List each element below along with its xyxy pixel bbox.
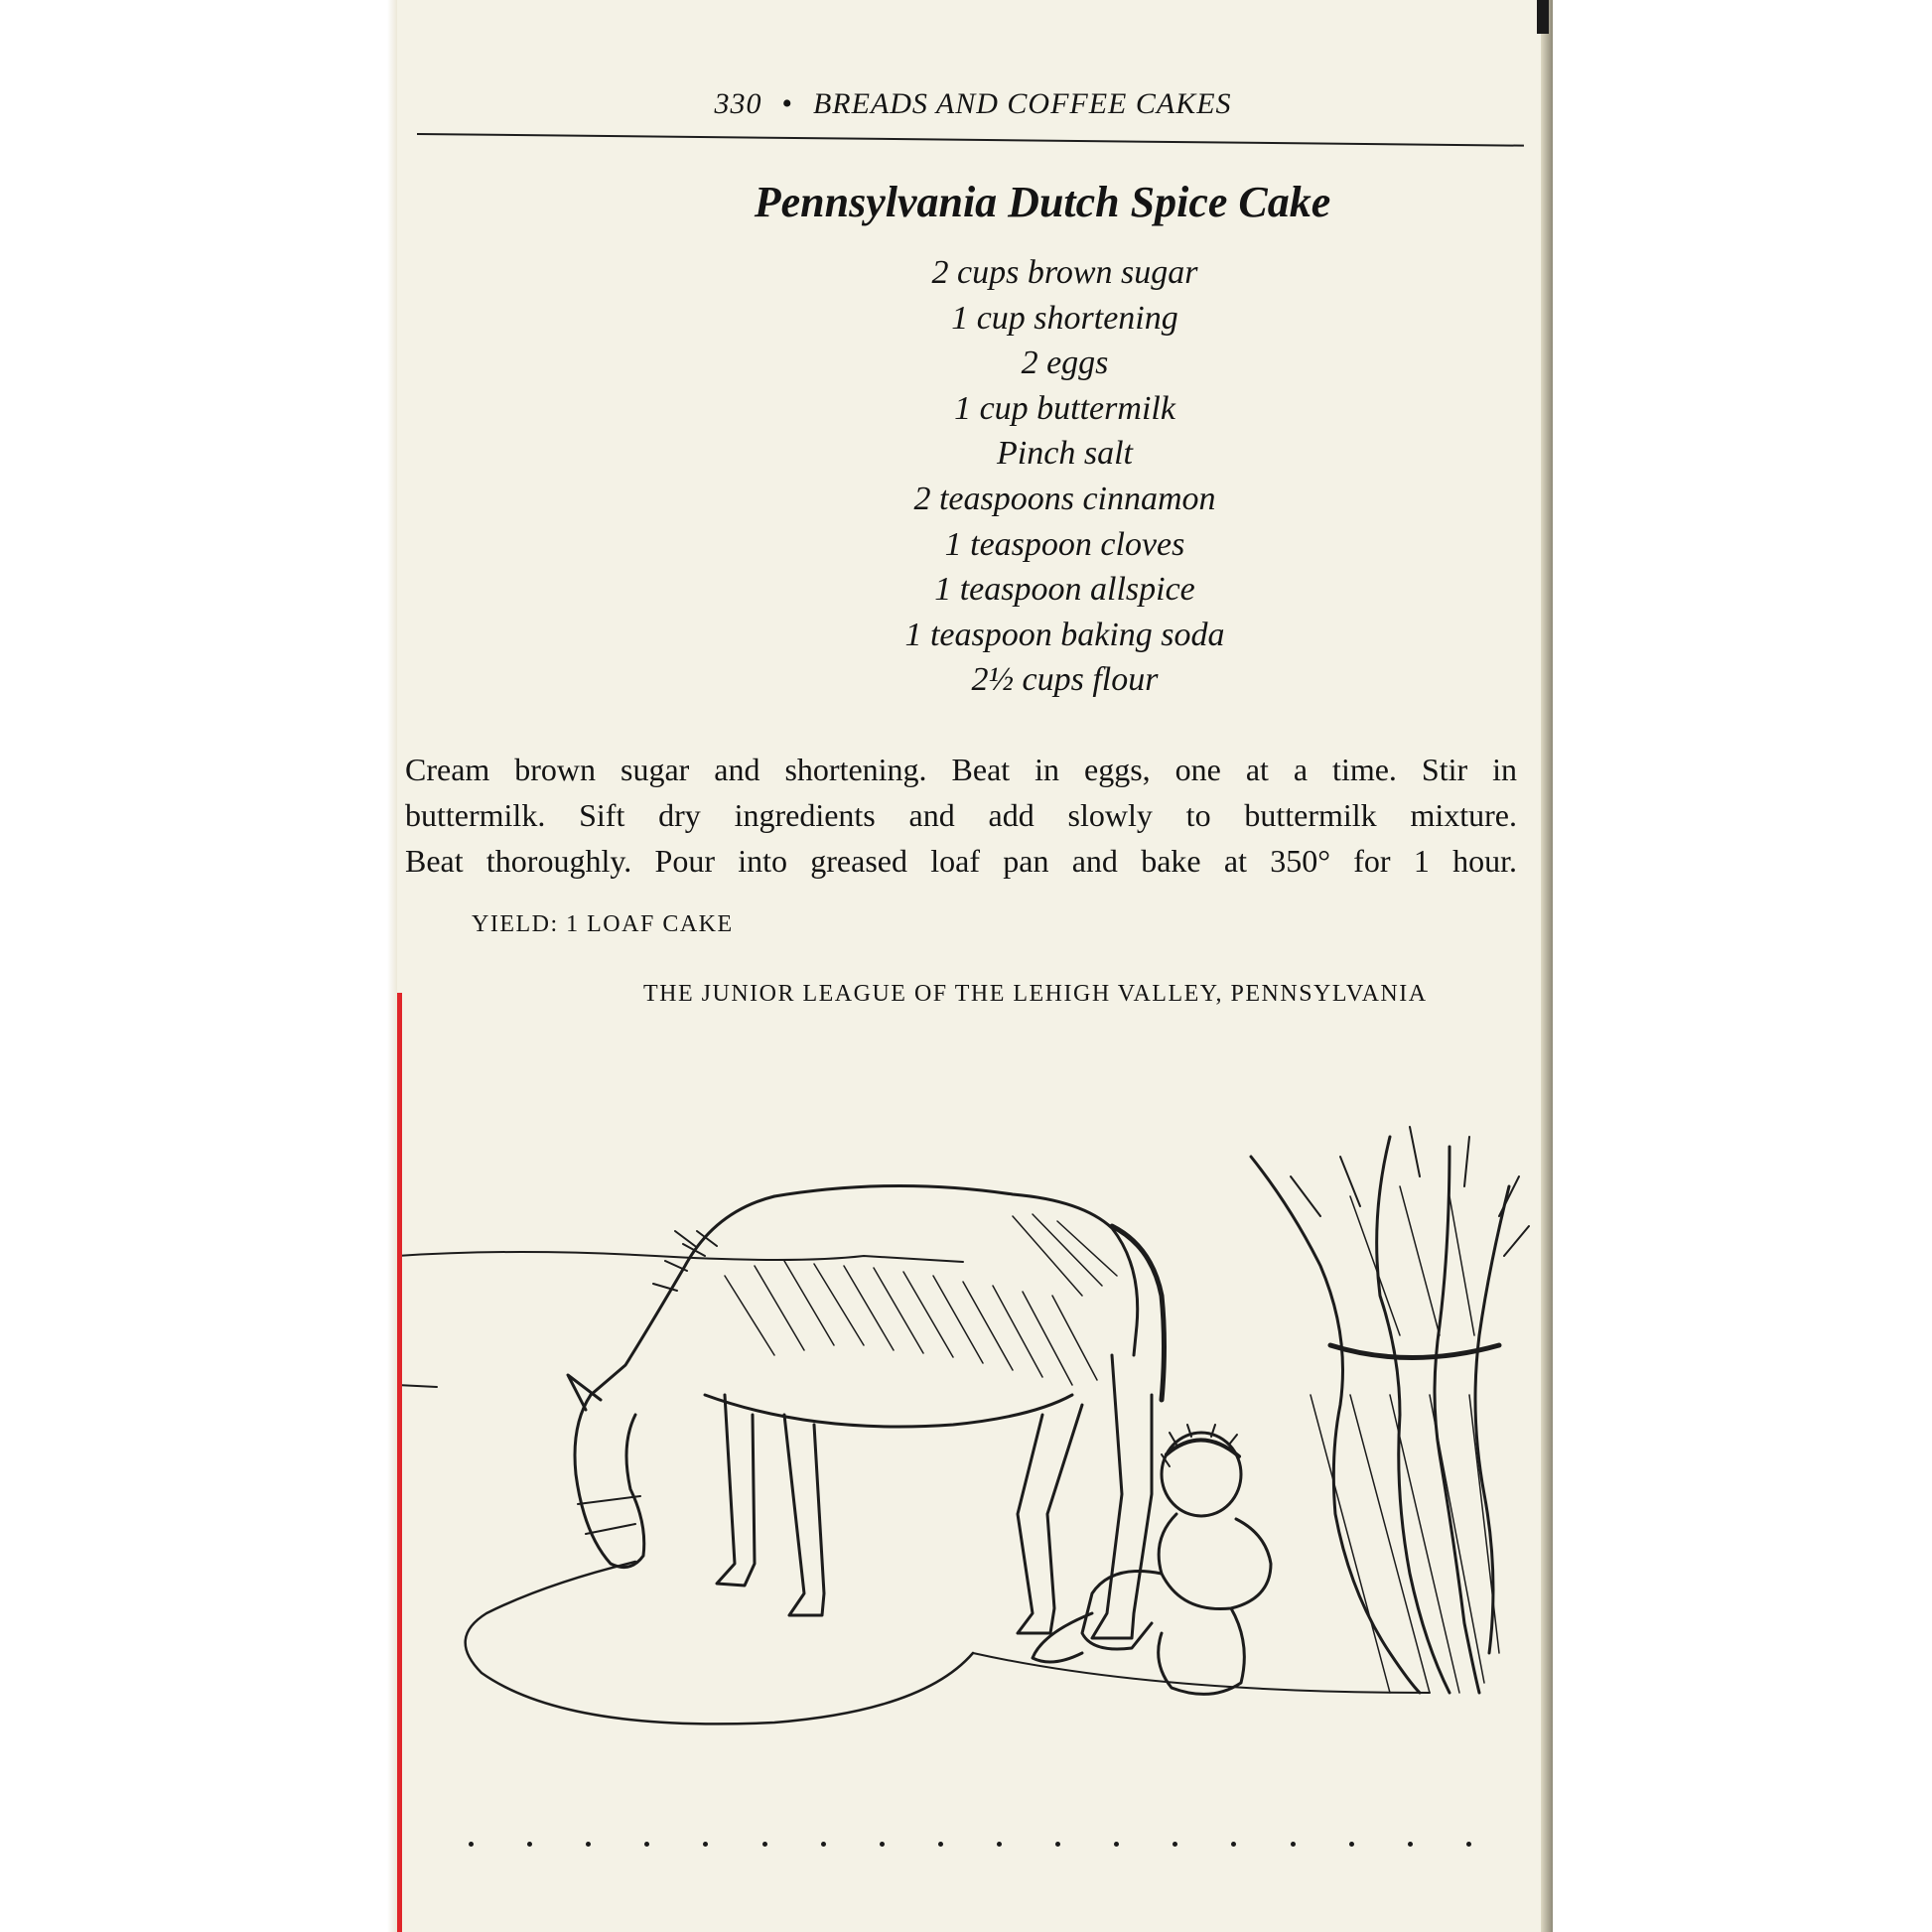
page-number: 330 [714, 87, 762, 120]
method-line: buttermilk. Sift dry ingredients and add slowly to buttermilk mixture. [405, 797, 1517, 833]
footer-dot [997, 1842, 1002, 1847]
footer-dot [1466, 1842, 1471, 1847]
footer-dot [1231, 1842, 1236, 1847]
footer-dot [1055, 1842, 1060, 1847]
ingredient-list [397, 250, 1549, 703]
footer-dot [1291, 1842, 1296, 1847]
yield-line: YIELD: 1 LOAF CAKE [472, 911, 734, 937]
method-line: Beat thoroughly. Pour into greased loaf pan and bake at 350° for 1 hour. [405, 843, 1517, 879]
page-gutter-shadow [1541, 0, 1553, 1932]
section-title: BREADS AND COFFEE CAKES [812, 87, 1232, 120]
recipe-title: Pennsylvania Dutch Spice Cake [754, 178, 1331, 226]
footer-dot [527, 1842, 532, 1847]
footer-dot [1349, 1842, 1354, 1847]
header-rule [417, 133, 1524, 147]
bullet-icon: • [781, 87, 793, 120]
method-paragraph [405, 747, 1517, 884]
ingredient: 1 cup buttermilk [954, 389, 1175, 427]
footer-dot [821, 1842, 826, 1847]
horse-grazing-child-wheat-sheaf-icon [397, 1097, 1549, 1772]
page-left-edge [387, 0, 397, 1932]
binding-corner [1537, 0, 1549, 34]
ingredient: 1 cup shortening [951, 299, 1178, 337]
footer-dot [1408, 1842, 1413, 1847]
footer-dot [880, 1842, 885, 1847]
footer-dot [762, 1842, 767, 1847]
footer-dot [644, 1842, 649, 1847]
ingredient: Pinch salt [997, 435, 1133, 473]
page-footer-dots [469, 1842, 1471, 1847]
ingredient: 2 eggs [1021, 345, 1109, 382]
ingredient: 1 teaspoon cloves [944, 525, 1185, 563]
footer-dot [469, 1842, 474, 1847]
footer-dot [938, 1842, 943, 1847]
footer-dot [586, 1842, 591, 1847]
footer-dot [703, 1842, 708, 1847]
method-line: Cream brown sugar and shortening. Beat in eggs, one at a time. Stir in [405, 752, 1517, 787]
ingredient: 2 cups brown sugar [931, 254, 1198, 291]
ingredient: 2½ cups flour [971, 661, 1159, 699]
footer-dot [1173, 1842, 1177, 1847]
footer-dot [1114, 1842, 1119, 1847]
ingredient: 1 teaspoon allspice [934, 571, 1195, 609]
cookbook-page [397, 0, 1549, 1932]
ingredient: 1 teaspoon baking soda [904, 616, 1225, 653]
source-credit: THE JUNIOR LEAGUE OF THE LEHIGH VALLEY, PENNSYLVANIA [643, 981, 1428, 1007]
ingredient: 2 teaspoons cinnamon [913, 480, 1216, 517]
running-head [397, 87, 1549, 121]
red-edge-strip [397, 993, 402, 1932]
